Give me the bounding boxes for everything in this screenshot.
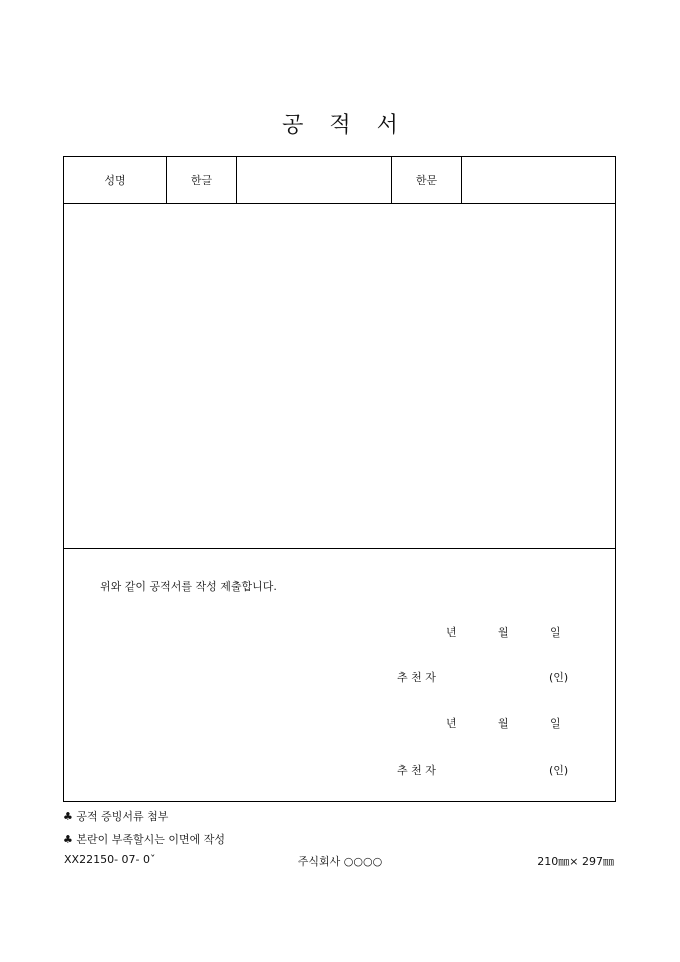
name-row <box>64 157 615 204</box>
recommender-1-seal: (인) <box>549 671 569 684</box>
recommender-2-seal: (인) <box>549 764 569 777</box>
date-1-month: 월 <box>498 626 509 639</box>
name-label-cell <box>64 157 167 203</box>
paper-size: 210㎜× 297㎜ <box>537 855 614 868</box>
note-attach-evidence: ♣ 공적 증빙서류 첨부 <box>63 810 169 823</box>
recommender-2-label: 추 천 자 <box>397 764 436 777</box>
title-char-1: 공 <box>282 113 304 138</box>
company-name: 주식회사 ○○○○ <box>297 855 383 868</box>
recommender-1-label: 추 천 자 <box>397 671 436 684</box>
submission-statement: 위와 같이 공적서를 작성 제출합니다. <box>100 580 277 593</box>
date-1-day: 일 <box>550 626 561 639</box>
form-frame <box>63 156 616 802</box>
date-2-year: 년 <box>446 717 457 730</box>
hanja-name-field[interactable] <box>462 157 615 203</box>
note-use-reverse-side: ♣ 본란이 부족할시는 이면에 작성 <box>63 833 225 846</box>
hangul-label-cell <box>167 157 237 203</box>
hangul-name-field[interactable] <box>237 157 392 203</box>
date-2-day: 일 <box>550 717 561 730</box>
form-code: XX22150- 07- 0ˇ <box>64 853 156 866</box>
date-2-month: 월 <box>498 717 509 730</box>
title-char-3: 서 <box>376 113 398 138</box>
name-label: 성명 <box>104 174 126 187</box>
title-char-2: 적 <box>329 113 351 138</box>
merit-content-area[interactable] <box>64 204 615 549</box>
hanja-label-cell <box>392 157 462 203</box>
hangul-label: 한글 <box>190 174 213 187</box>
document-title <box>0 108 680 139</box>
hanja-label: 한문 <box>415 174 438 187</box>
date-1-year: 년 <box>446 626 457 639</box>
